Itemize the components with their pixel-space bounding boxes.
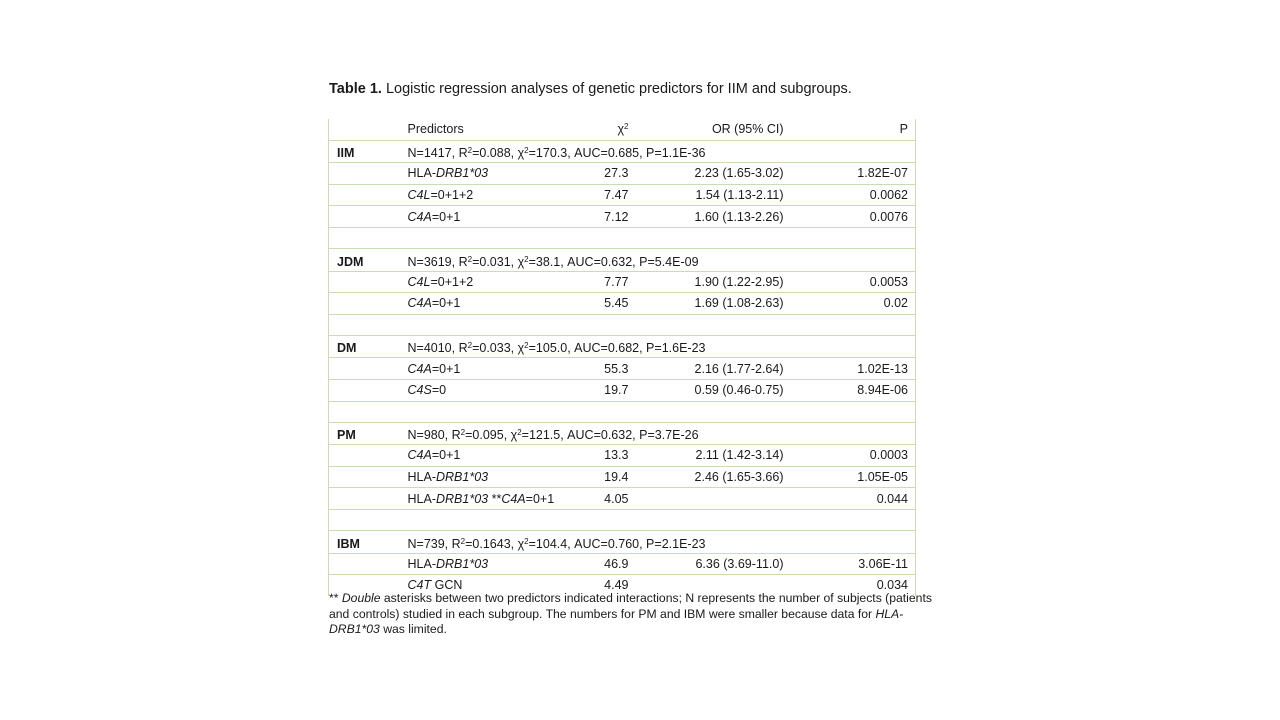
spacer-cell (329, 227, 398, 248)
p-cell: 0.0053 (784, 271, 916, 293)
header-predictors: Predictors (407, 122, 464, 137)
spacer-cell (329, 401, 398, 422)
spacer-row (329, 401, 916, 422)
chi2-cell: 7.77 (568, 271, 629, 293)
predictor-cell: C4L=0+1+2 (398, 271, 568, 293)
group-summary: N=739, $R^2=0.1643$, $\chi^2=104.4$, AUC=0.760, P=2.1E-23 (398, 530, 916, 553)
p-cell: 8.94E-06 (784, 379, 916, 401)
spacer-cell (329, 314, 398, 335)
group-row (329, 530, 916, 553)
group-cell (329, 553, 398, 575)
spacer-cell (568, 509, 629, 530)
header-chi2: $\chi^2$ (617, 122, 629, 137)
group-cell (329, 445, 398, 467)
p-cell: 0.0003 (784, 445, 916, 467)
spacer-row (329, 227, 916, 248)
group-cell (329, 379, 398, 401)
spacer-cell (784, 227, 916, 248)
predictor-cell: HLA-DRB1*03 (398, 466, 568, 488)
p-cell: 3.06E-11 (784, 553, 916, 575)
spacer-cell (568, 227, 629, 248)
chi2-cell: 7.47 (568, 184, 629, 206)
chi2-cell: 13.3 (568, 445, 629, 467)
spacer-cell (784, 509, 916, 530)
chi2-cell: 27.3 (568, 163, 629, 185)
group-label: IIM (329, 140, 398, 163)
spacer-cell (629, 401, 784, 422)
group-row (329, 335, 916, 358)
group-cell (329, 163, 398, 185)
header-p: P (784, 119, 916, 140)
header-group (329, 119, 398, 140)
spacer-cell (398, 227, 568, 248)
spacer-cell (784, 401, 916, 422)
group-cell (329, 293, 398, 315)
group-cell (329, 206, 398, 228)
table-row (329, 379, 916, 401)
spacer-cell (329, 509, 398, 530)
spacer-cell (784, 314, 916, 335)
table-row (329, 271, 916, 293)
spacer-cell (398, 401, 568, 422)
or-cell (629, 488, 784, 510)
or-cell: 0.59 (0.46-0.75) (629, 379, 784, 401)
group-row (329, 422, 916, 445)
or-cell: 1.60 (1.13-2.26) (629, 206, 784, 228)
group-row (329, 140, 916, 163)
p-cell: 1.02E-13 (784, 358, 916, 380)
chi2-cell: 55.3 (568, 358, 629, 380)
table-title (329, 81, 852, 97)
header-or: OR (95% CI) (711, 122, 784, 137)
group-cell (329, 466, 398, 488)
group-label: PM (329, 422, 398, 445)
chi2-cell: 19.7 (568, 379, 629, 401)
spacer-cell (398, 509, 568, 530)
predictor-cell: C4L=0+1+2 (398, 184, 568, 206)
predictor-cell: C4A=0+1 (398, 358, 568, 380)
p-cell: 0.0076 (784, 206, 916, 228)
p-cell: 0.034 (784, 575, 916, 596)
table-row (329, 184, 916, 206)
spacer-cell (568, 401, 629, 422)
group-cell (329, 358, 398, 380)
spacer-cell (568, 314, 629, 335)
chi2-cell: 4.49 (568, 575, 629, 596)
table-body (329, 119, 916, 596)
predictor-cell: C4T GCN (398, 575, 568, 596)
chi2-cell: 4.05 (568, 488, 629, 510)
p-cell: 1.82E-07 (784, 163, 916, 185)
group-summary: N=1417, $R^2=0.088$, $\chi^2=170.3$, AUC=0.685, P=1.1E-36 (398, 140, 916, 163)
group-cell (329, 184, 398, 206)
chi2-cell: 46.9 (568, 553, 629, 575)
or-cell: 6.36 (3.69-11.0) (629, 553, 784, 575)
or-cell: 2.11 (1.42-3.14) (629, 445, 784, 467)
spacer-cell (629, 509, 784, 530)
or-cell: 1.69 (1.08-2.63) (629, 293, 784, 315)
chi2-cell: 7.12 (568, 206, 629, 228)
group-label: IBM (329, 530, 398, 553)
predictor-cell: C4A=0+1 (398, 293, 568, 315)
or-cell: 2.16 (1.77-2.64) (629, 358, 784, 380)
footnote: ** Double asterisks between two predictors indicated interactions; N represents the number of subjects (patients and controls) studied in each subgroup. The numbers for PM and IBM were smaller because data for HLA-DRB1*03 was limited. (329, 591, 932, 637)
regression-table (328, 119, 916, 596)
group-label: DM (329, 335, 398, 358)
table-row (329, 293, 916, 315)
table-row (329, 206, 916, 228)
group-cell (329, 271, 398, 293)
table-header-row (329, 119, 916, 140)
spacer-row (329, 509, 916, 530)
table-row (329, 553, 916, 575)
predictor-cell: HLA-DRB1*03 (398, 553, 568, 575)
group-row (329, 248, 916, 271)
predictor-cell: HLA-DRB1*03 **C4A=0+1 (398, 488, 568, 510)
spacer-cell (629, 227, 784, 248)
predictor-cell: C4A=0+1 (398, 445, 568, 467)
or-cell: 2.23 (1.65-3.02) (629, 163, 784, 185)
table-row (329, 358, 916, 380)
group-cell (329, 488, 398, 510)
table-row (329, 163, 916, 185)
table-title-text: Logistic regression analyses of genetic predictors for IIM and subgroups. (381, 81, 852, 97)
or-cell: 2.46 (1.65-3.66) (629, 466, 784, 488)
chi2-cell: 5.45 (568, 293, 629, 315)
table-row (329, 445, 916, 467)
p-cell: 0.044 (784, 488, 916, 510)
predictor-cell: HLA-DRB1*03 (398, 163, 568, 185)
table-row (329, 466, 916, 488)
predictor-cell: C4A=0+1 (398, 206, 568, 228)
p-cell: 1.05E-05 (784, 466, 916, 488)
group-summary: N=3619, $R^2=0.031$, $\chi^2=38.1$, AUC=0.632, P=5.4E-09 (398, 248, 916, 271)
or-cell: 1.54 (1.13-2.11) (629, 184, 784, 206)
p-cell: 0.02 (784, 293, 916, 315)
table-title-label: Table 1. (329, 81, 382, 97)
predictor-cell: C4S=0 (398, 379, 568, 401)
spacer-cell (398, 314, 568, 335)
chi2-cell: 19.4 (568, 466, 629, 488)
spacer-cell (629, 314, 784, 335)
spacer-row (329, 314, 916, 335)
table-row (329, 488, 916, 510)
or-cell: 1.90 (1.22-2.95) (629, 271, 784, 293)
p-cell: 0.0062 (784, 184, 916, 206)
group-summary: N=4010, $R^2=0.033$, $\chi^2=105.0$, AUC=0.682, P=1.6E-23 (398, 335, 916, 358)
group-label: JDM (329, 248, 398, 271)
group-summary: N=980, $R^2=0.095$, $\chi^2=121.5$, AUC=0.632, P=3.7E-26 (398, 422, 916, 445)
